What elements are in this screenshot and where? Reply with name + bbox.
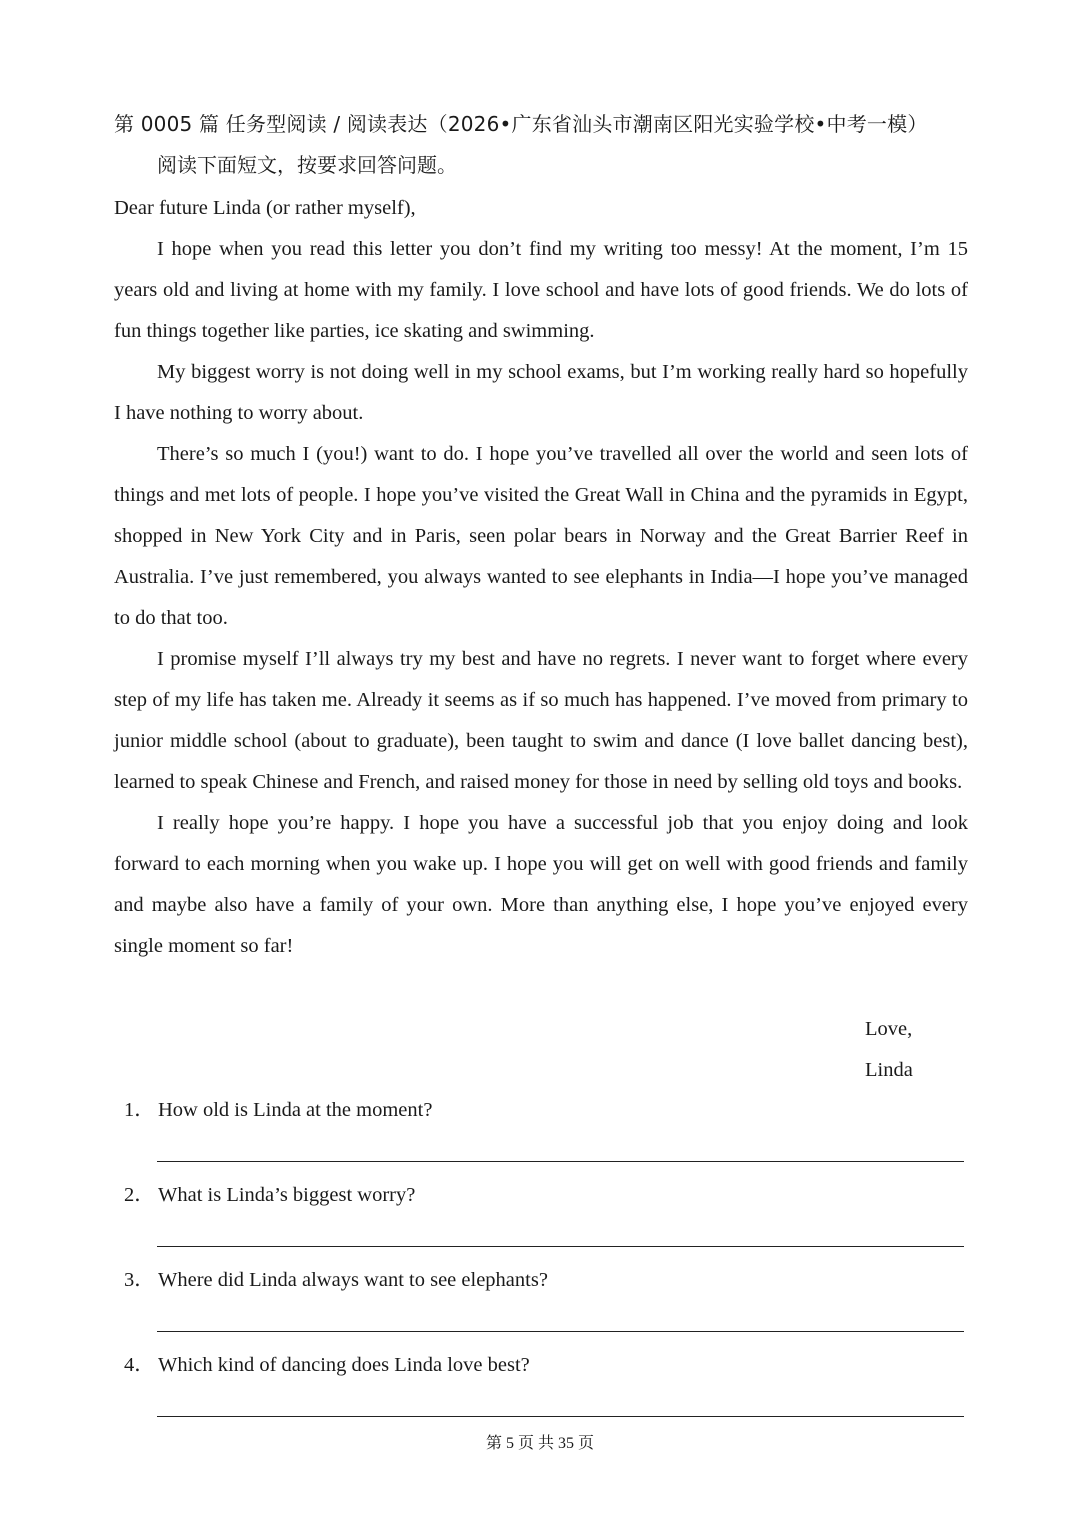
letter-signoff [865, 1009, 913, 1091]
question-text: Which kind of dancing does Linda love best? [158, 1354, 530, 1376]
question-text: How old is Linda at the moment? [158, 1099, 433, 1121]
answer-line-4[interactable] [157, 1416, 964, 1417]
section-heading: 第 0005 篇 任务型阅读 / 阅读表达（2026•广东省汕头市潮南区阳光实验学校•中考一模） [114, 112, 928, 136]
reading-instruction: 阅读下面短文，按要求回答问题。 [157, 153, 457, 177]
question-number: 4． [124, 1354, 155, 1376]
answer-line-2[interactable] [157, 1246, 964, 1247]
letter-paragraph-5: I really hope you’re happy. I hope you have a successful job that you enjoy doing and look forward to each morning when you wake up. I hope you will get on well with good friends and family and maybe also have a family of your own. More than anything else, I hope you’ve enjoyed every single moment so far! [114, 812, 968, 957]
question-item-4 [124, 1346, 964, 1431]
question-text: What is Linda’s biggest worry? [158, 1184, 416, 1206]
letter-body [114, 188, 968, 967]
question-text: Where did Linda always want to see elephants? [158, 1269, 548, 1291]
letter-paragraph-2: My biggest worry is not doing well in my school exams, but I’m working really hard so hopefully I have nothing to worry about. [114, 361, 968, 424]
question-number: 2． [124, 1184, 155, 1206]
letter-closing: Love, [865, 1018, 913, 1040]
page-footer: 第 5 页 共 35 页 [485, 1435, 594, 1452]
letter-paragraph-4: I promise myself I’ll always try my best and have no regrets. I never want to forget where every step of my life has taken me. Already it seems as if so much has happened. I’ve moved from primary to junior middle school (about to graduate), been taught to swim and dance (I love ballet dancing best), learned to speak Chinese and French, and raised money for those in need by selling old toys and books. [114, 648, 968, 793]
letter-salutation: Dear future Linda (or rather myself), [114, 197, 416, 219]
answer-line-1[interactable] [157, 1161, 964, 1162]
question-item-3 [124, 1261, 964, 1346]
letter-paragraph-1: I hope when you read this letter you don’t find my writing too messy! At the moment, I’m 15 years old and living at home with my family. I love school and have lots of good friends. We do lots of fun things together like parties, ice skating and swimming. [114, 238, 968, 342]
letter-signature: Linda [865, 1059, 913, 1081]
letter-paragraph-3: There’s so much I (you!) want to do. I hope you’ve travelled all over the world and seen lots of things and met lots of people. I hope you’ve visited the Great Wall in China and the pyramids in Egypt, shopped in New York City and in Paris, seen polar bears in Norway and the Great Barrier Reef in Australia. I’ve just remembered, you always wanted to see elephants in India—I hope you’ve managed to do that too. [114, 443, 968, 629]
question-list [124, 1091, 964, 1431]
question-number: 1． [124, 1099, 155, 1121]
answer-line-3[interactable] [157, 1331, 964, 1332]
question-number: 3． [124, 1269, 155, 1291]
question-item-1 [124, 1091, 964, 1176]
question-item-2 [124, 1176, 964, 1261]
